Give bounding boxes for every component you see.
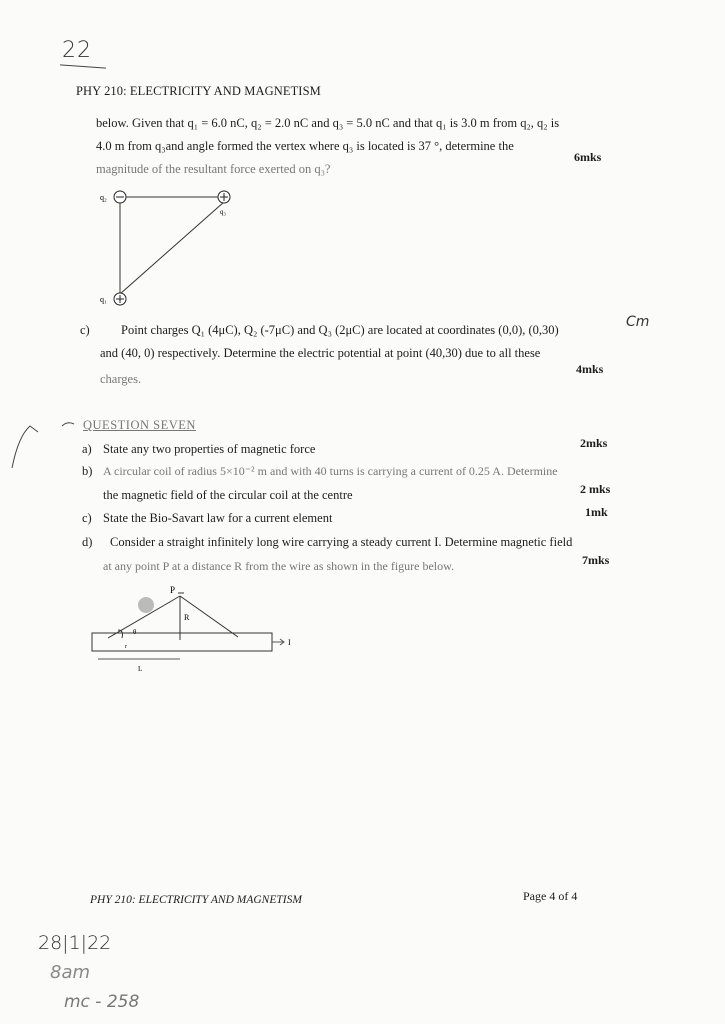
handwritten-time: 8am xyxy=(50,962,91,983)
label-p: P xyxy=(170,585,176,595)
q7-b-text-1: A circular coil of radius 5×10⁻² m and with 40 turns is carrying a current of 0.25 A. Determine xyxy=(103,464,558,478)
q7-c-marks: 1mk xyxy=(585,505,608,519)
label-i: I xyxy=(288,638,291,647)
part-c-label: c) xyxy=(80,323,90,337)
handwritten-note-cm: Cm xyxy=(626,314,650,330)
label-q3: q₃ xyxy=(220,208,226,216)
label-q1: q₁ xyxy=(100,295,107,304)
q7-b-label: b) xyxy=(82,464,93,478)
q7-d-text-1: Consider a straight infinitely long wire carrying a steady current I. Determine magnetic field xyxy=(110,535,573,549)
footer-course-title: PHY 210: ELECTRICITY AND MAGNETISM xyxy=(90,894,302,906)
charge-q3-positive-icon xyxy=(218,191,230,203)
q7-d-marks: 7mks xyxy=(582,553,610,567)
label-theta: θ xyxy=(133,628,137,636)
page-number: Page 4 of 4 xyxy=(523,889,578,903)
q7-b-marks: 2 mks xyxy=(580,482,611,496)
q7-a-text: State any two properties of magnetic force xyxy=(103,442,316,456)
label-l: L xyxy=(138,665,143,673)
q7-d-text-2: at any point P at a distance R from the wire as shown in the figure below. xyxy=(103,559,455,573)
handwritten-page-number: 22 xyxy=(62,38,92,63)
part-c-line-1: Point charges Q₁ (4μC), Q₂ (-7μC) and Q₃ (2μC) are located at coordinates (0,0), (0,30) xyxy=(121,323,559,337)
question-text-line-3: magnitude of the resultant force exerted on q₃? xyxy=(96,162,331,176)
question-text-line-1: below. Given that q₁ = 6.0 nC, q₂ = 2.0 nC and q₃ = 5.0 nC and that q₁ is 3.0 m from q₂, q₂ is xyxy=(96,116,560,130)
page-title: PHY 210: ELECTRICITY AND MAGNETISM xyxy=(76,84,321,98)
q7-a-marks: 2mks xyxy=(580,436,608,450)
label-r: R xyxy=(184,613,190,622)
margin-scribble xyxy=(0,418,80,478)
question-seven-heading: QUESTION SEVEN xyxy=(83,418,196,432)
q7-b-text-2: the magnetic field of the circular coil at the centre xyxy=(103,488,353,502)
charge-q2-negative-icon xyxy=(114,191,126,203)
charge-q1-positive-icon xyxy=(114,293,126,305)
q7-c-text: State the Bio-Savart law for a current element xyxy=(103,511,333,525)
question-marks: 6mks xyxy=(574,150,602,164)
question-text-line-2: 4.0 m from q₃and angle formed the vertex where q₃ is located is 37 °, determine the xyxy=(96,139,514,153)
handwritten-code: mc - 258 xyxy=(64,992,140,1012)
wire-field-figure xyxy=(86,584,306,676)
blot-mark xyxy=(138,597,154,613)
part-c-line-3: charges. xyxy=(100,372,142,386)
q7-d-label: d) xyxy=(82,535,93,549)
wire-rect xyxy=(92,633,272,651)
q7-c-label: c) xyxy=(82,511,92,525)
q7-a-label: a) xyxy=(82,442,92,456)
label-q2: q₂ xyxy=(100,193,107,202)
part-c-marks: 4mks xyxy=(576,362,604,376)
label-r-small: r xyxy=(125,644,127,650)
charge-triangle-figure xyxy=(96,184,246,309)
handwritten-date: 28|1|22 xyxy=(38,932,112,954)
handwritten-underline xyxy=(60,64,106,68)
part-c-line-2: and (40, 0) respectively. Determine the electric potential at point (40,30) due to all these xyxy=(100,346,541,360)
